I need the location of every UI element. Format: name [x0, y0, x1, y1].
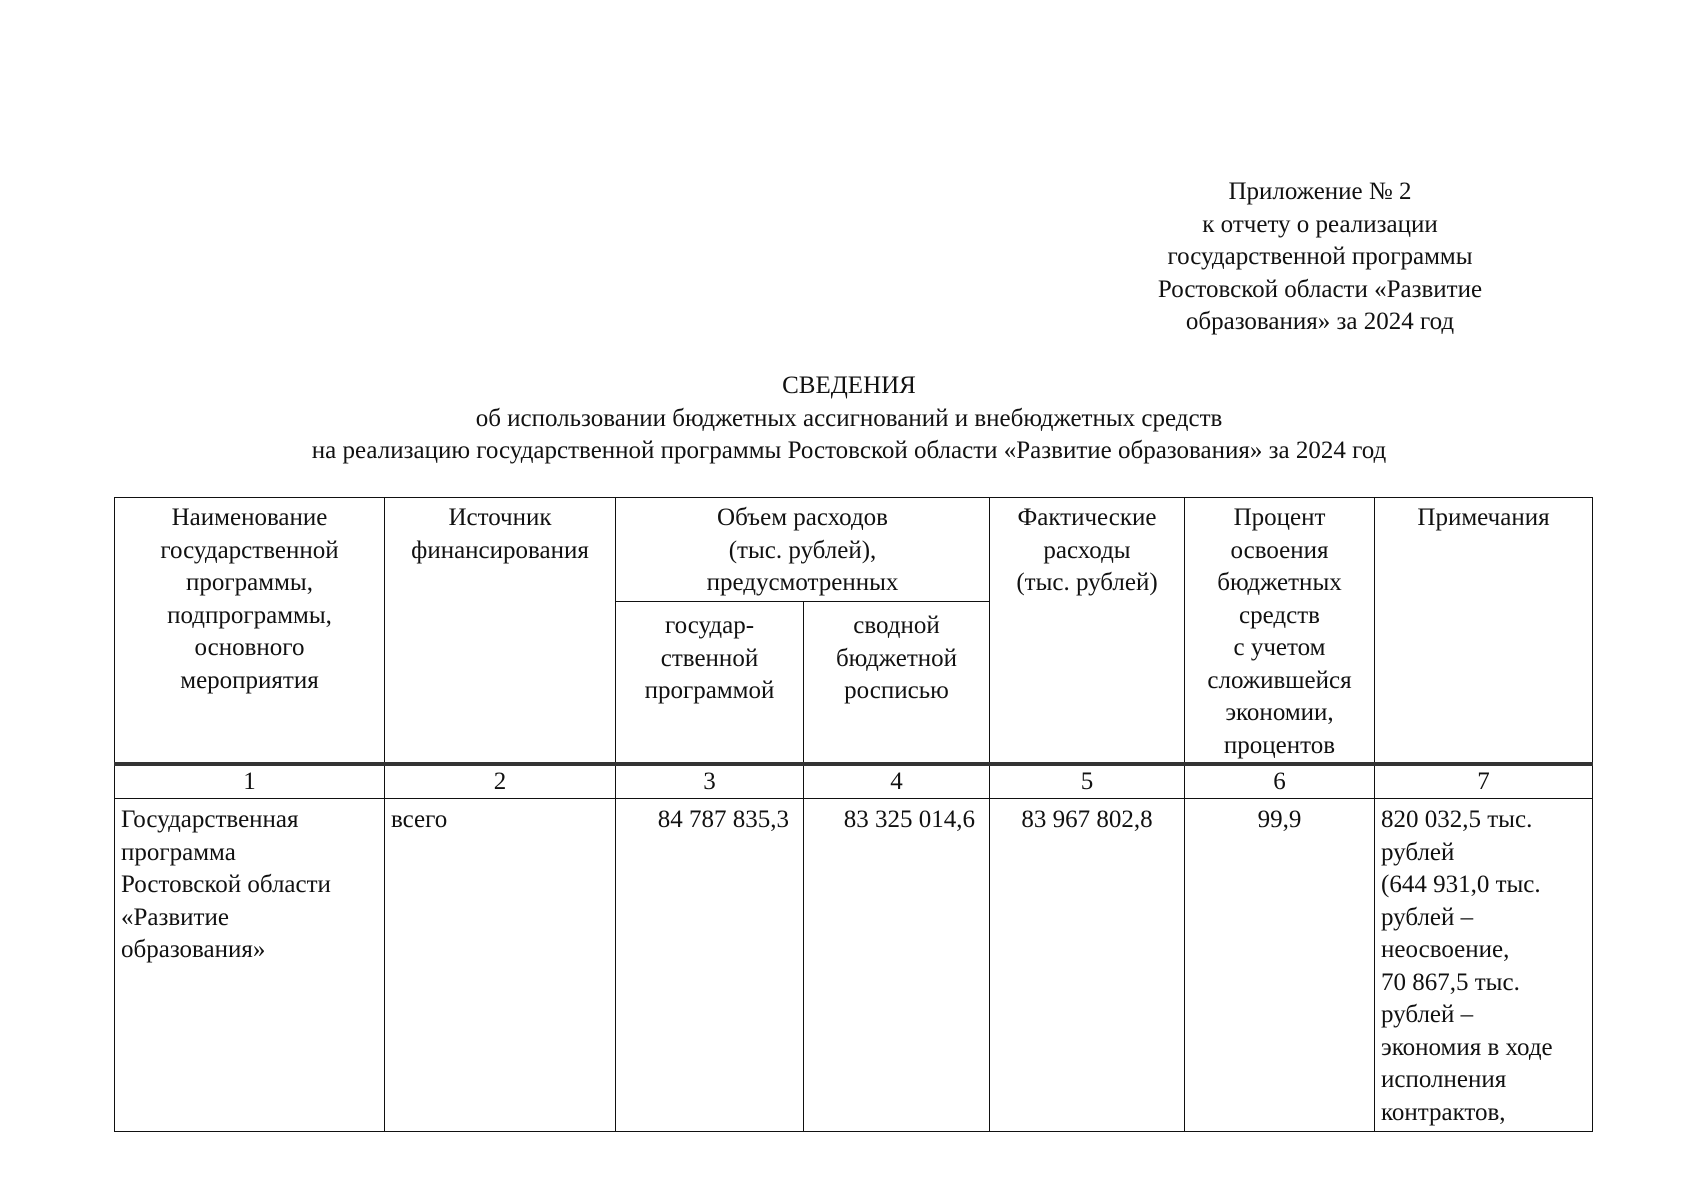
cell-actual-expenses: 83 967 802,8	[990, 799, 1185, 1132]
column-number: 1	[115, 764, 385, 799]
column-number: 4	[804, 764, 990, 799]
column-number: 7	[1375, 764, 1593, 799]
document-title: СВЕДЕНИЯ	[782, 372, 916, 399]
cell-funding-source: всего	[385, 799, 616, 1132]
appendix-note	[1120, 176, 1520, 339]
column-number: 6	[1185, 764, 1375, 799]
cell-percent: 99,9	[1185, 799, 1375, 1132]
appendix-line: Ростовской области «Развитие	[1157, 275, 1483, 303]
header-percent: Процент освоения бюджетных средств с учетом сложившейся экономии, процентов	[1185, 498, 1375, 765]
column-number: 2	[385, 764, 616, 799]
table-row	[115, 799, 1593, 1132]
header-actual: Фактические расходы (тыс. рублей)	[990, 498, 1185, 765]
header-source: Источник финансирования	[385, 498, 616, 765]
column-number: 5	[990, 764, 1185, 799]
cell-program-volume: 84 787 835,3	[616, 799, 804, 1132]
table-header-row	[115, 498, 1593, 602]
cell-notes: 820 032,5 тыс. рублей (644 931,0 тыс. рублей – неосвоение, 70 867,5 тыс. рублей – экономия в ходе исполнения контрактов,	[1375, 799, 1593, 1132]
cell-budget-volume: 83 325 014,6	[804, 799, 990, 1132]
cell-program-name: Государственная программа Ростовской области «Развитие образования»	[115, 799, 385, 1132]
column-number-row	[115, 764, 1593, 799]
document-subtitle-line-2: на реализацию государственной программы Ростовской области «Развитие образования» за 2024 год	[311, 437, 1387, 464]
header-name: Наименование государственной программы, подпрограммы, основного мероприятия	[115, 498, 385, 765]
appendix-line: Приложение № 2	[1228, 178, 1412, 205]
header-planned-budget: сводной бюджетной росписью	[804, 602, 990, 764]
header-planned-volume: Объем расходов (тыс. рублей), предусмотренных	[616, 498, 990, 602]
document-heading	[0, 370, 1698, 468]
appendix-line: образования» за 2024 год	[1185, 308, 1455, 335]
document-subtitle-line-1: об использовании бюджетных ассигнований и внебюджетных средств	[475, 404, 1223, 432]
budget-report-table	[114, 497, 1593, 1132]
header-notes: Примечания	[1375, 498, 1593, 765]
column-number: 3	[616, 764, 804, 799]
header-planned-program: государ- ственной программой	[616, 602, 804, 764]
appendix-line: государственной программы	[1167, 243, 1473, 270]
appendix-line: к отчету о реализации	[1202, 210, 1438, 238]
